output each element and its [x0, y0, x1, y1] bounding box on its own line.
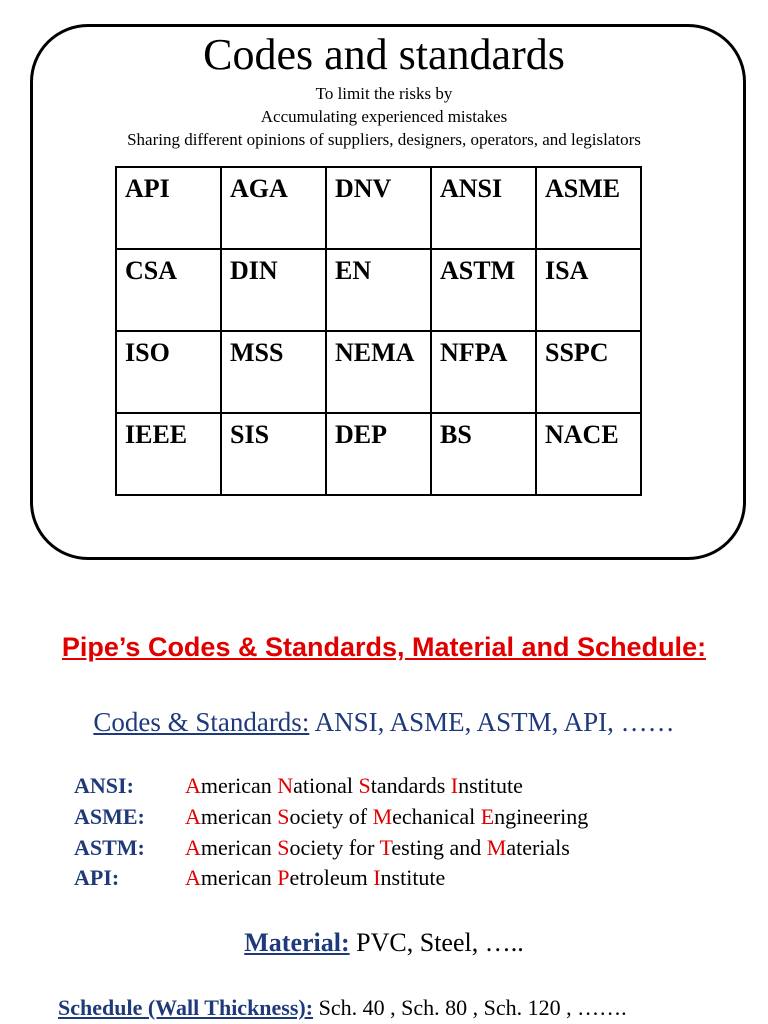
definition-text: aterials — [506, 835, 570, 860]
material-label: Material: — [244, 928, 350, 957]
definition-full — [185, 864, 445, 892]
definition-initial: S — [277, 804, 290, 829]
definition-abbr: ASME: — [74, 804, 145, 829]
standards-grid — [115, 166, 642, 496]
subtitle-line-2: Accumulating experienced mistakes — [260, 107, 508, 126]
grid-cell: ISA — [536, 249, 641, 331]
schedule-value: Sch. 40 , Sch. 80 , Sch. 120 , ……. — [313, 995, 627, 1020]
subtitle-line-1: To limit the risks by — [315, 84, 453, 103]
definition-text: nstitute — [458, 773, 523, 798]
definition-initial: A — [185, 835, 201, 860]
grid-row — [116, 167, 641, 249]
grid-cell: NEMA — [326, 331, 431, 413]
definition-text: ociety of — [289, 804, 373, 829]
codes-standards-label: Codes & Standards: — [93, 707, 310, 737]
definition-full — [185, 772, 523, 800]
grid-cell: ANSI — [431, 167, 536, 249]
grid-cell: IEEE — [116, 413, 221, 495]
material-value: PVC, Steel, ….. — [349, 928, 524, 957]
grid-row — [116, 413, 641, 495]
definition-initial: P — [277, 865, 290, 890]
grid-cell: ASME — [536, 167, 641, 249]
definition-initial: T — [379, 835, 392, 860]
grid-cell: API — [116, 167, 221, 249]
codes-standards-line — [0, 705, 768, 739]
definition-text: merican — [200, 865, 278, 890]
definition-abbr: ANSI: — [74, 773, 134, 798]
definition-initial: M — [372, 804, 393, 829]
grid-cell: DIN — [221, 249, 326, 331]
definition-initial: M — [486, 835, 507, 860]
grid-cell: SIS — [221, 413, 326, 495]
definition-initial: S — [358, 773, 371, 798]
definition-text: esting and — [391, 835, 487, 860]
definition-abbr: ASTM: — [74, 835, 145, 860]
grid-cell: AGA — [221, 167, 326, 249]
definition-initial: E — [480, 804, 495, 829]
grid-row — [116, 331, 641, 413]
definition-initial: A — [185, 773, 201, 798]
grid-cell: NFPA — [431, 331, 536, 413]
definition-initial: I — [450, 773, 459, 798]
grid-cell: SSPC — [536, 331, 641, 413]
definition-initial: A — [185, 865, 201, 890]
definition-text: etroleum — [289, 865, 374, 890]
grid-cell: CSA — [116, 249, 221, 331]
grid-cell: EN — [326, 249, 431, 331]
definition-full — [185, 803, 588, 831]
definition-initial: N — [277, 773, 294, 798]
grid-cell: ASTM — [431, 249, 536, 331]
definition-text: merican — [200, 804, 278, 829]
grid-cell: DNV — [326, 167, 431, 249]
definition-text: tandards — [370, 773, 451, 798]
grid-cell: MSS — [221, 331, 326, 413]
schedule-line — [58, 994, 627, 1022]
definition-text: nstitute — [380, 865, 446, 890]
grid-row — [116, 249, 641, 331]
codes-standards-value: ANSI, ASME, ASTM, API, …… — [309, 707, 675, 737]
definition-initial: S — [277, 835, 290, 860]
grid-cell: DEP — [326, 413, 431, 495]
definition-text: ational — [293, 773, 359, 798]
definition-text: merican — [200, 773, 278, 798]
definition-text: ociety for — [289, 835, 380, 860]
grid-cell: BS — [431, 413, 536, 495]
definition-text: ngineering — [494, 804, 589, 829]
definition-abbr: API: — [74, 865, 120, 890]
schedule-label: Schedule (Wall Thickness): — [58, 995, 314, 1020]
grid-cell: ISO — [116, 331, 221, 413]
subtitle-line-3: Sharing different opinions of suppliers, designers, operators, and legislators — [127, 130, 641, 149]
grid-cell: NACE — [536, 413, 641, 495]
definition-text: echanical — [392, 804, 481, 829]
definition-text: merican — [200, 835, 278, 860]
material-line — [0, 926, 768, 960]
definition-initial: I — [373, 865, 381, 890]
definition-full — [185, 834, 570, 862]
pipe-section-title: Pipe’s Codes & Standards, Material and Schedule: — [61, 632, 707, 662]
page-title: Codes and standards — [203, 30, 565, 79]
definition-initial: A — [185, 804, 201, 829]
